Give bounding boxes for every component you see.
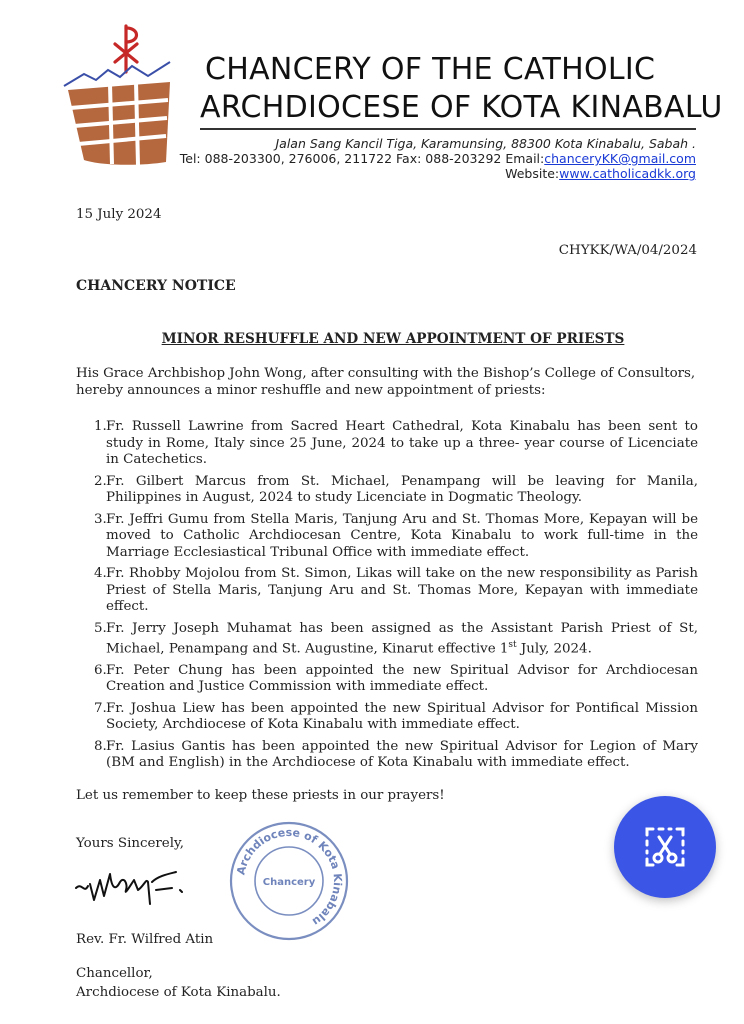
list-item — [76, 512, 698, 562]
contact-text: Tel: 088-203300, 276006, 211722 Fax: 088-203292 Email: — [179, 151, 545, 166]
notice-heading-text: MINOR RESHUFFLE AND NEW APPOINTMENT OF PRIESTS — [161, 331, 625, 347]
website-link[interactable]: www.catholicadkk.org — [559, 166, 696, 181]
item-number: 6. — [94, 662, 107, 678]
list-item — [76, 621, 698, 658]
address-line: Jalan Sang Kancil Tiga, Karamunsing, 88300 Kota Kinabalu, Sabah . — [275, 136, 696, 151]
item-number: 8. — [94, 738, 107, 754]
item-text: Fr. Russell Lawrine from Sacred Heart Cathedral, Kota Kinabalu has been sent to study in Rome, Italy since 25 June, 2024 to take up a three- year course of Licenciate in Catechetics. — [106, 419, 698, 467]
chancery-stamp — [226, 818, 352, 944]
organization-title-line2: ARCHDIOCESE OF KOTA KINABALU — [200, 90, 723, 125]
notice-heading — [0, 331, 744, 348]
screenshot-crop-button[interactable] — [614, 796, 716, 898]
header-divider — [200, 128, 696, 130]
stamp-ring-textpath: Archdiocese of Kota Kinabalu — [234, 825, 345, 929]
item-number: 7. — [94, 700, 107, 716]
website-label: Website: — [505, 166, 560, 181]
item-text: Fr. Lasius Gantis has been appointed the new Spiritual Advisor for Legion of Mary (BM and English) in the Archdiocese of Kota Kinabalu with immediate effect. — [106, 738, 698, 771]
list-item — [76, 419, 698, 469]
signer-name: Rev. Fr. Wilfred Atin — [76, 932, 214, 947]
item-number: 5. — [94, 620, 107, 636]
closing-prayer: Let us remember to keep these priests in our prayers! — [76, 788, 445, 803]
handwritten-signature — [72, 860, 192, 916]
list-item — [76, 474, 698, 507]
item-superscript: st — [508, 640, 517, 650]
item-text: Fr. Peter Chung has been appointed the new Spiritual Advisor for Archdiocesan Creation and Justice Commission with immediate effect. — [106, 662, 698, 695]
item-text: Fr. Gilbert Marcus from St. Michael, Penampang will be leaving for Manila, Philippines in August, 2024 to study Licenciate in Dogmatic Theology. — [106, 473, 698, 505]
chi-rho-icon — [115, 26, 137, 72]
item-text: Fr. Jeffri Gumu from Stella Maris, Tanjung Aru and St. Thomas More, Kepayan will be moved to Catholic Archdiocesan Centre, Kota Kinabalu to work full-time in the Marriage Ecclesiastical Tribunal Office with immediate effect. — [106, 511, 698, 560]
notice-label: CHANCERY NOTICE — [76, 278, 236, 294]
signer-organization: Archdiocese of Kota Kinabalu. — [76, 985, 281, 1000]
email-link[interactable]: chanceryKK@gmail.com — [544, 151, 696, 166]
signer-role: Chancellor, — [76, 966, 153, 981]
item-number: 1. — [94, 419, 107, 434]
item-text-end: July, 2024. — [516, 641, 592, 657]
letter-date: 15 July 2024 — [76, 207, 162, 222]
website-line — [505, 166, 696, 181]
item-number: 3. — [94, 511, 107, 527]
organization-title-line1: CHANCERY OF THE CATHOLIC — [205, 52, 656, 87]
appointments-list — [76, 419, 698, 772]
contact-line — [180, 151, 696, 166]
list-item — [76, 566, 698, 616]
list-item — [76, 663, 698, 696]
intro-paragraph: His Grace Archbishop John Wong, after consulting with the Bishop’s College of Consultors, hereby announces a minor reshuffle and new appointment of priests: — [76, 366, 696, 398]
list-item — [76, 739, 698, 772]
item-text: Fr. Joshua Liew has been appointed the new Spiritual Advisor for Pontifical Mission Society, Archdiocese of Kota Kinabalu with immediate effect. — [106, 700, 698, 733]
item-text: Fr. Rhobby Mojolou from St. Simon, Likas will take on the new responsibility as Parish Priest of Stella Maris, Tanjung Aru and St. Thomas More, Kepayan with immediate effect. — [106, 566, 698, 614]
item-number: 2. — [94, 473, 107, 489]
reference-number: CHYKK/WA/04/2024 — [558, 243, 697, 258]
list-item — [76, 701, 698, 734]
item-number: 4. — [94, 566, 107, 581]
archdiocese-logo — [62, 22, 174, 172]
sign-off: Yours Sincerely, — [76, 836, 185, 851]
item-text: Fr. Jerry Joseph Muhamat has been assigned as the Assistant Parish Priest of St, Michael, Penampang and St. Augustine, Kinarut effective 1 — [106, 620, 698, 657]
stamp-center-text: Chancery — [262, 877, 316, 888]
